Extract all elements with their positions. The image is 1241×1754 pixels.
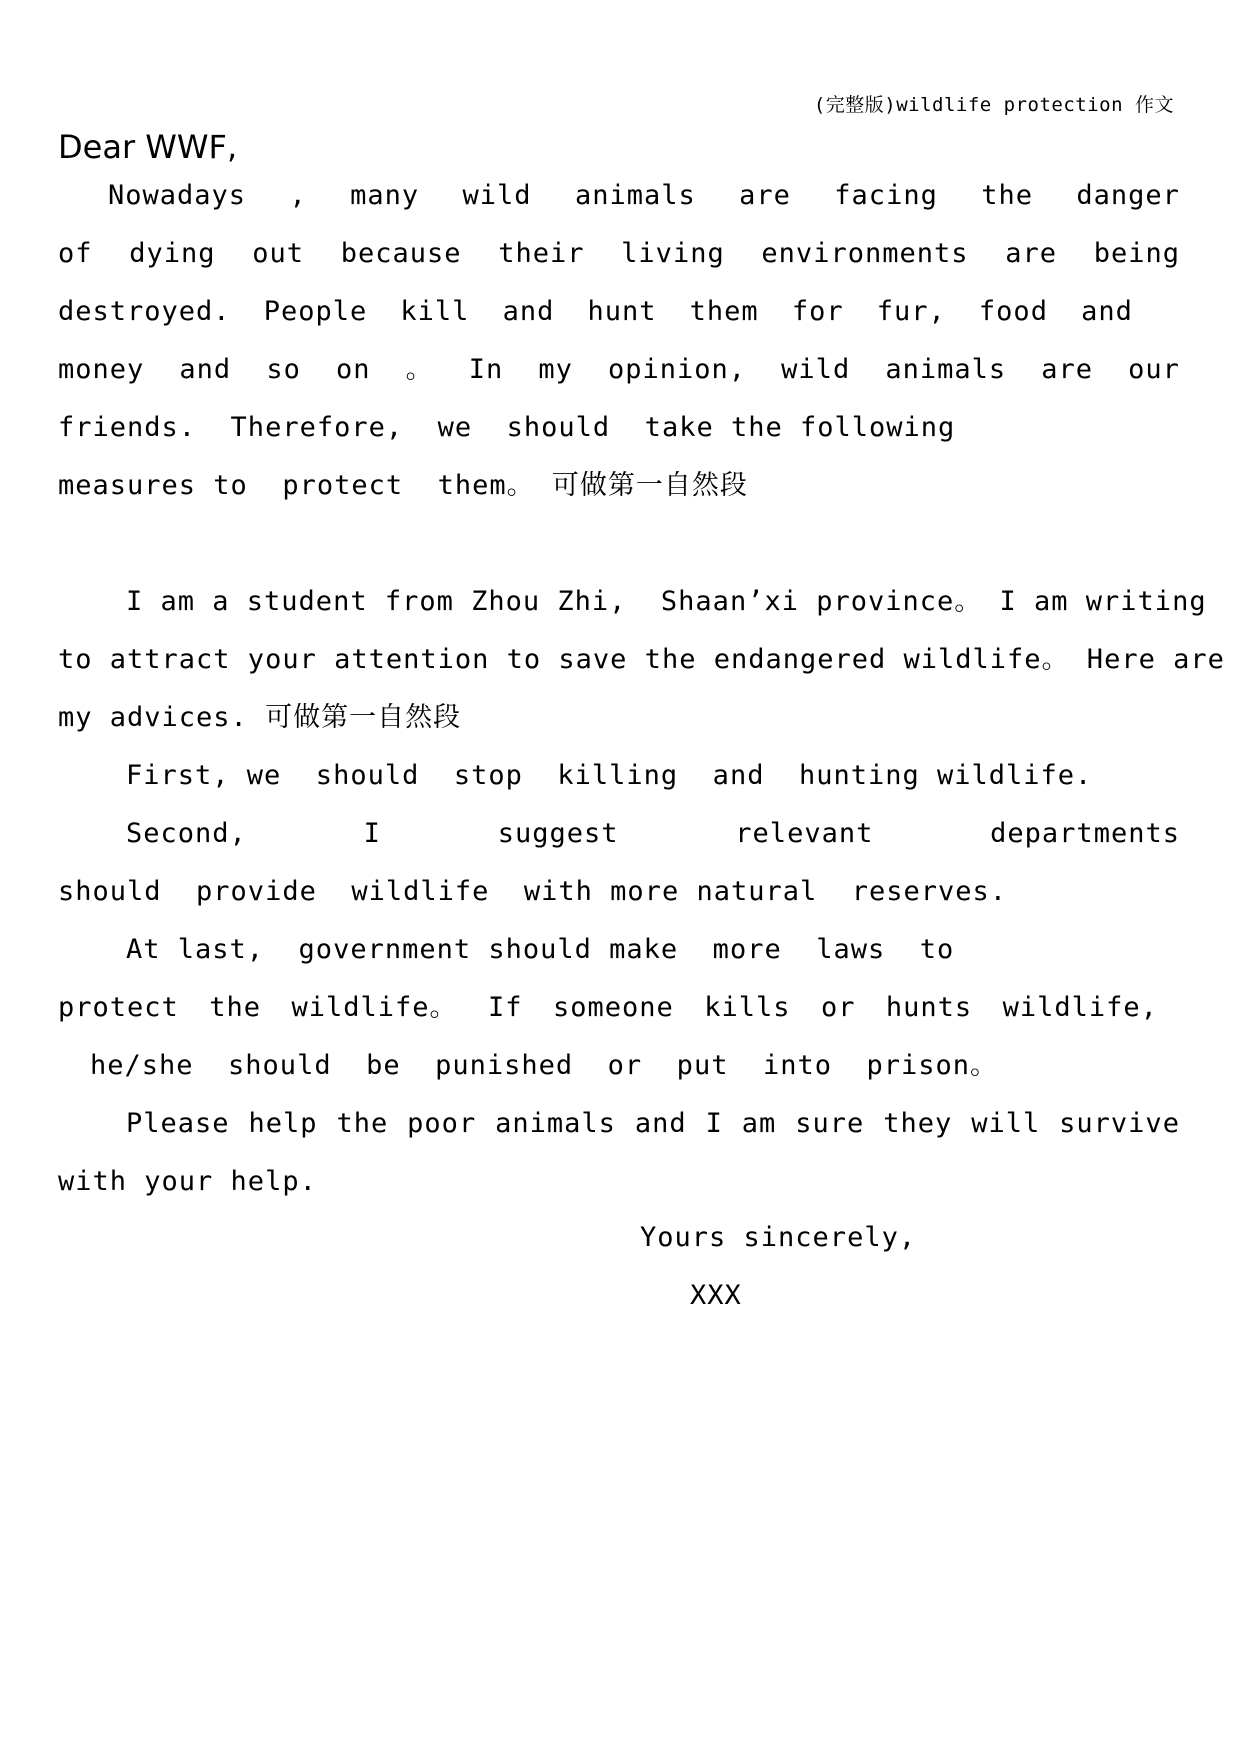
advice-3-line-1: At last, government should make more laws to	[126, 934, 955, 965]
word: on	[335, 354, 371, 385]
paragraph-2-line-3: my advices. 可做第一自然段	[58, 702, 462, 733]
word: of	[58, 238, 93, 269]
word: relevant	[735, 818, 874, 849]
word: their	[498, 238, 585, 269]
word: they	[883, 1108, 953, 1139]
word: wildlife,	[1002, 992, 1158, 1023]
word: Please	[126, 1108, 230, 1139]
word: help	[248, 1108, 318, 1139]
word: are	[739, 180, 791, 211]
word: the	[209, 992, 262, 1023]
word: facing	[834, 180, 938, 211]
word: are	[1005, 238, 1057, 269]
conclusion-line-2: with your help.	[58, 1166, 317, 1197]
word: and	[502, 296, 555, 327]
paragraph-1-line-3	[58, 292, 1133, 332]
word: animals	[495, 1108, 616, 1139]
word: 。	[405, 354, 434, 385]
letter-closing: Yours sincerely,	[640, 1222, 917, 1253]
paragraph-2-line-1: I am a student from Zhou Zhi, Shaan’xi province。 I am writing	[126, 586, 1207, 617]
word: our	[1128, 354, 1180, 385]
word: sure	[795, 1108, 865, 1139]
letter-greeting: Dear WWF,	[58, 128, 238, 166]
advice-2-line-2: should provide wildlife with more natural reserves.	[58, 876, 1008, 907]
word: someone	[552, 992, 674, 1023]
word: because	[340, 238, 462, 269]
word: poor	[407, 1108, 477, 1139]
word: kill	[400, 296, 470, 327]
word: kills	[704, 992, 791, 1023]
word: food	[978, 296, 1048, 327]
word: dying	[129, 238, 216, 269]
word: or	[820, 992, 856, 1023]
word: Second,	[126, 818, 247, 849]
word: the	[336, 1108, 389, 1139]
word: my	[538, 354, 573, 385]
word: People	[263, 296, 368, 327]
word: and	[634, 1108, 687, 1139]
word: being	[1093, 238, 1180, 269]
word: so	[266, 354, 301, 385]
word: are	[1041, 354, 1094, 385]
word: living	[621, 238, 725, 269]
word: I	[363, 818, 381, 849]
paragraph-1-line-5: friends. Therefore, we should take the following	[58, 412, 956, 443]
word: environments	[761, 238, 969, 269]
word: protect	[58, 992, 179, 1023]
advice-1-line: First, we should stop killing and hunting wildlife.	[126, 760, 1093, 791]
word: departments	[990, 818, 1180, 849]
word: destroyed.	[58, 296, 231, 327]
word: suggest	[497, 818, 619, 849]
word: money	[58, 354, 145, 385]
word: danger	[1076, 180, 1180, 211]
word: Nowadays	[108, 180, 247, 211]
word: the	[981, 180, 1034, 211]
word: fur,	[876, 296, 946, 327]
word: wildlife。	[291, 992, 458, 1023]
word: for	[791, 296, 844, 327]
word: survive	[1059, 1108, 1180, 1139]
letter-signature: XXX	[690, 1280, 742, 1311]
word: and	[1081, 296, 1133, 327]
paragraph-2-line-2: to attract your attention to save the endangered wildlife。 Here are	[58, 644, 1225, 675]
advice-3-line-2	[58, 988, 1158, 1028]
word: animals	[885, 354, 1007, 385]
word: will	[971, 1108, 1041, 1139]
word: out	[252, 238, 304, 269]
advice-3-line-3: he/she should be punished or put into prison。	[90, 1050, 999, 1081]
word: wild	[462, 180, 532, 211]
paragraph-1-line-6: measures to protect them。 可做第一自然段	[58, 470, 748, 501]
page-header: (完整版)wildlife protection 作文	[813, 94, 1174, 116]
word: hunt	[587, 296, 657, 327]
word: ,	[289, 180, 307, 211]
word: If	[487, 992, 523, 1023]
paragraph-1-line-1	[108, 176, 1180, 216]
word: many	[350, 180, 420, 211]
paragraph-1-line-2	[58, 234, 1180, 274]
word: In	[468, 354, 504, 385]
word: and	[179, 354, 232, 385]
word: opinion,	[608, 354, 747, 385]
conclusion-line-1	[126, 1104, 1180, 1144]
word: hunts	[885, 992, 973, 1023]
paragraph-1-line-4	[58, 350, 1180, 390]
word: wild	[781, 354, 851, 385]
word: animals	[574, 180, 696, 211]
word: am	[741, 1108, 777, 1139]
word: them	[689, 296, 759, 327]
word: I	[705, 1108, 723, 1139]
advice-2-line-1	[126, 814, 1180, 854]
